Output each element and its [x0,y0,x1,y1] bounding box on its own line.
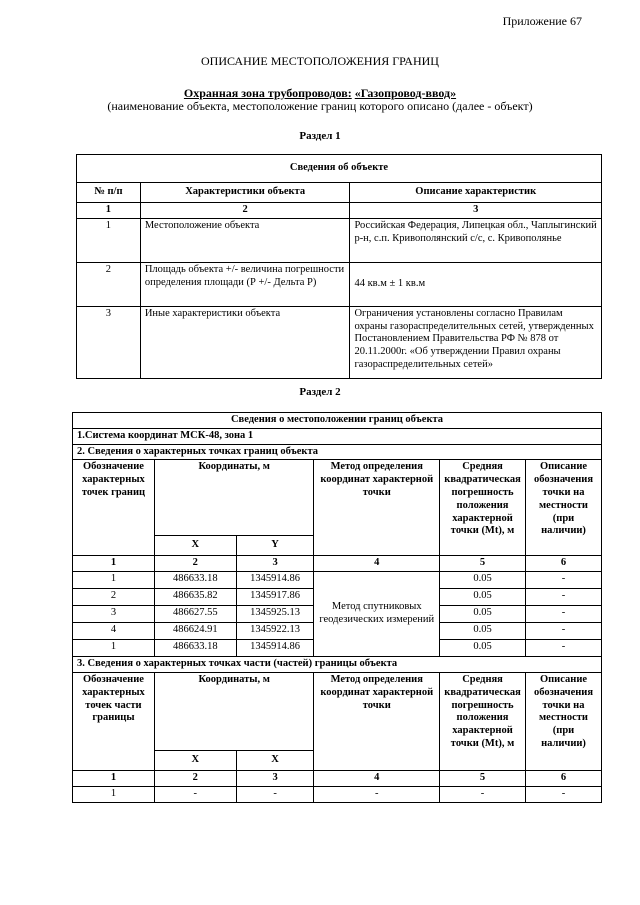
table-title: Сведения об объекте [77,155,602,183]
header-characteristic: Характеристики объекта [140,183,350,203]
header-method: Метод определения координат характерной точки [314,672,440,770]
column-number: 1 [77,203,141,219]
section-2-label: Раздел 2 [299,386,341,398]
column-number: 3 [236,770,314,786]
point-error: 0.05 [440,640,526,657]
appendix-label: Приложение 67 [502,14,582,28]
column-number: 6 [526,770,602,786]
row-name: Площадь объекта +/- величина погрешности определения площади (Р +/- Дельта Р) [140,262,350,306]
row-value: 44 кв.м ± 1 кв.м [350,262,602,306]
header-desc: Описание обозначения точки на местности (при наличии) [526,460,602,556]
row-number: 1 [77,218,141,262]
point-error: 0.05 [440,572,526,589]
point-y: 1345922.13 [236,623,314,640]
point-x: 486627.55 [154,606,236,623]
method-value: Метод спутниковых геодезических измерений [314,572,440,657]
point-desc: - [526,623,602,640]
column-number: 1 [73,770,155,786]
subsection-title: 3. Сведения о характерных точках части (частей) границы объекта [73,657,602,673]
row-value: Российская Федерация, Липецкая обл., Чаплыгинский р-н, с.п. Кривополянский с/с, с. Кривополянье [350,218,602,262]
row-name: Иные характеристики объекта [140,306,350,378]
part-error: - [440,786,526,802]
column-number: 3 [350,203,602,219]
column-number: 3 [236,556,314,572]
point-x: 486624.91 [154,623,236,640]
column-number: 2 [154,770,236,786]
point-number: 2 [73,589,155,606]
row-number: 2 [77,262,141,306]
document-title: ОПИСАНИЕ МЕСТОПОЛОЖЕНИЯ ГРАНИЦ [201,54,439,68]
point-y: 1345914.86 [236,640,314,657]
part-method: - [314,786,440,802]
column-number: 4 [314,770,440,786]
header-error: Средняя квадратическая погрешность положения характерной точки (Mt), м [440,460,526,556]
column-number: 2 [154,556,236,572]
point-error: 0.05 [440,589,526,606]
table-row [73,786,602,802]
part-x: - [154,786,236,802]
point-desc: - [526,606,602,623]
table-title: Сведения о местоположении границ объекта [73,413,602,429]
header-x2: X [236,750,314,770]
column-number: 5 [440,556,526,572]
boundary-table [72,412,602,803]
point-number: 4 [73,623,155,640]
point-number: 1 [73,640,155,657]
table-row [77,262,602,306]
point-desc: - [526,572,602,589]
table-row [77,306,602,378]
point-y: 1345914.86 [236,572,314,589]
part-desc: - [526,786,602,802]
column-number: 6 [526,556,602,572]
object-description: (наименование объекта, местоположение границ которого описано (далее - объект) [107,99,533,113]
header-point-part: Обозначение характерных точек части границы [73,672,155,770]
section-1-label: Раздел 1 [299,130,341,142]
object-info-table [76,154,602,379]
point-desc: - [526,640,602,657]
subsection-title: 2. Сведения о характерных точках границ объекта [73,444,602,460]
header-x: X [154,750,236,770]
part-number: 1 [73,786,155,802]
column-number: 2 [140,203,350,219]
table-row [73,572,602,589]
point-number: 1 [73,572,155,589]
coordinate-system: 1.Система координат МСК-48, зона 1 [73,428,602,444]
header-method: Метод определения координат характерной точки [314,460,440,556]
header-coords: Координаты, м [154,460,314,536]
header-y: Y [236,536,314,556]
part-y: - [236,786,314,802]
header-number: № п/п [77,183,141,203]
table-row [77,218,602,262]
point-number: 3 [73,606,155,623]
column-number: 4 [314,556,440,572]
point-x: 486633.18 [154,640,236,657]
subtitle-prefix: Охранная зона трубопроводов: [183,86,352,100]
header-coords: Координаты, м [154,672,314,750]
point-y: 1345917.86 [236,589,314,606]
subtitle-object: «Газопровод-ввод» [354,86,457,100]
column-number: 1 [73,556,155,572]
point-x: 486633.18 [154,572,236,589]
column-number: 5 [440,770,526,786]
point-y: 1345925.13 [236,606,314,623]
header-description: Описание характеристик [350,183,602,203]
header-desc: Описание обозначения точки на местности (при наличии) [526,672,602,770]
row-value: Ограничения установлены согласно Правилам охраны газораспределительных сетей, утвержденных Постановлением Правительства РФ № 878 от 20.11.2000г. «Об утверждении Правил охраны газораспределительных сетей» [350,306,602,378]
row-name: Местоположение объекта [140,218,350,262]
point-error: 0.05 [440,606,526,623]
header-point: Обозначение характерных точек границ [73,460,155,556]
point-error: 0.05 [440,623,526,640]
row-number: 3 [77,306,141,378]
header-x: X [154,536,236,556]
point-x: 486635.82 [154,589,236,606]
header-error: Средняя квадратическая погрешность положения характерной точки (Mt), м [440,672,526,770]
point-desc: - [526,589,602,606]
